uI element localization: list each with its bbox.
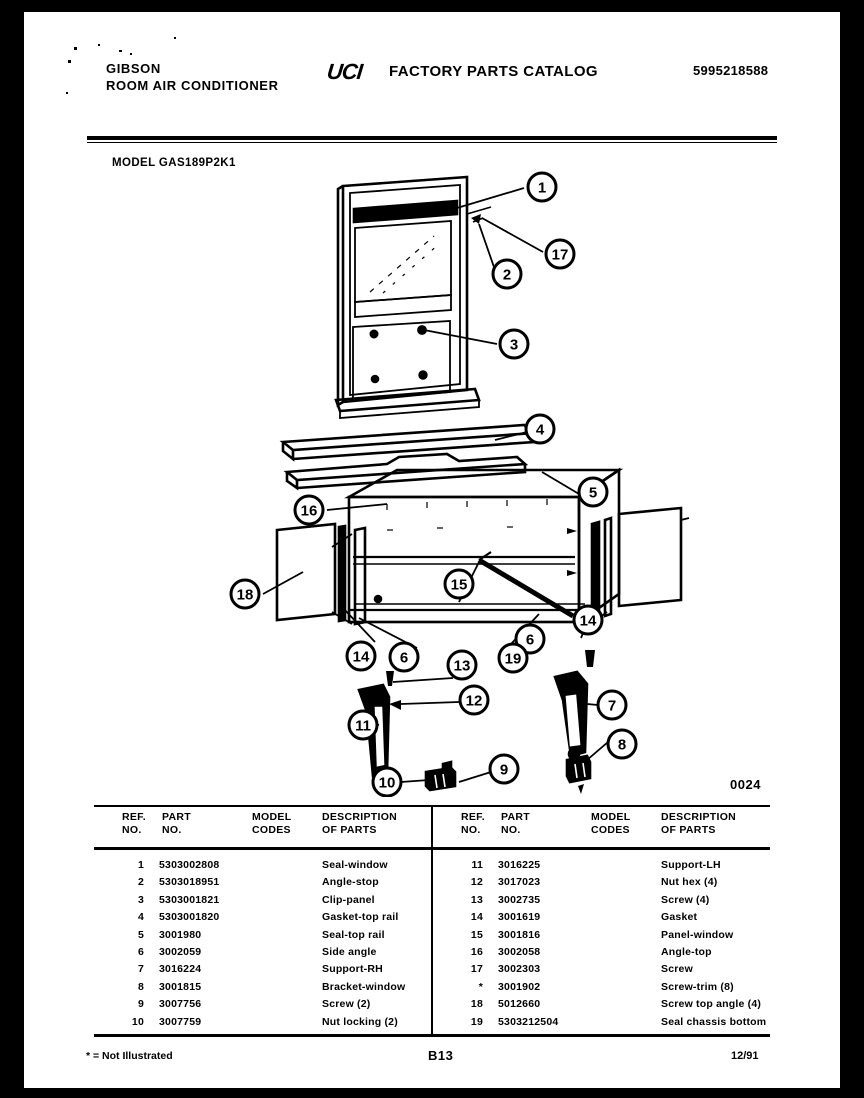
top-rail-graphic xyxy=(283,425,534,488)
cell-ref-no: 12 xyxy=(470,876,483,889)
cell-description: Screw top angle (4) xyxy=(661,998,762,1011)
cell-part-no: 3002058 xyxy=(498,946,541,958)
table-row xyxy=(433,963,770,981)
cell-description: Nut hex (4) xyxy=(661,876,718,889)
cell-part-no: 3002303 xyxy=(498,963,541,976)
callout-label: 9 xyxy=(499,761,509,779)
callout-bubble xyxy=(574,606,602,634)
callout-label: 15 xyxy=(450,576,468,594)
cell-part-no: 5303212504 xyxy=(498,1015,559,1028)
brand-line-1: GIBSON xyxy=(106,61,161,76)
cell-ref-no: 2 xyxy=(137,876,144,889)
cell-ref-no: * xyxy=(478,980,483,993)
cell-part-no: 5303001820 xyxy=(159,911,220,924)
callout-label: 1 xyxy=(537,179,547,197)
cell-description: Seal chassis bottom xyxy=(661,1015,767,1028)
cell-ref-no: 10 xyxy=(131,1015,144,1028)
cell-ref-no: 9 xyxy=(137,998,144,1011)
callout-label: 4 xyxy=(535,421,545,439)
speckle xyxy=(68,60,71,63)
table-left-column xyxy=(94,805,431,1037)
cell-part-no: 5012660 xyxy=(498,998,541,1011)
cell-part-no: 3002735 xyxy=(498,893,541,906)
brand-heading xyxy=(106,60,279,94)
callout-bubble xyxy=(579,478,607,506)
cell-ref-no: 8 xyxy=(137,980,144,993)
cell-ref-no: 1 xyxy=(137,859,144,871)
callout-bubble xyxy=(608,730,636,758)
cell-part-no: 3016224 xyxy=(159,963,202,976)
leader-lines xyxy=(263,188,608,782)
cell-description: Nut locking (2) xyxy=(322,1015,398,1028)
cell-ref-no: 13 xyxy=(470,893,483,906)
page-number: B13 xyxy=(428,1048,454,1063)
cell-part-no: 5303001821 xyxy=(159,893,220,906)
cell-description: Screw xyxy=(661,963,693,976)
cell-part-no: 3002059 xyxy=(159,946,202,958)
callout-bubble xyxy=(490,755,518,783)
callout-label: 14 xyxy=(579,612,597,630)
cell-part-no: 3007756 xyxy=(159,998,202,1011)
callout-bubble xyxy=(231,580,259,608)
window-assembly-graphic xyxy=(336,177,479,418)
cell-ref-no: 6 xyxy=(137,946,144,958)
cell-part-no: 3001815 xyxy=(159,980,202,993)
callout-bubble xyxy=(499,644,527,672)
speckle xyxy=(119,50,122,52)
header-description: DESCRIPTION OF PARTS xyxy=(661,811,737,836)
cell-ref-no: 17 xyxy=(470,963,483,976)
catalog-page xyxy=(24,12,840,1088)
callout-bubble xyxy=(493,260,521,288)
header-model-codes: MODEL CODES xyxy=(591,811,631,836)
table-row xyxy=(433,859,770,877)
callout-bubble xyxy=(526,415,554,443)
header-ref-no: REF. NO. xyxy=(122,811,146,836)
cell-description: Panel-window xyxy=(661,928,734,941)
table-row xyxy=(94,963,431,981)
table-row xyxy=(433,1016,770,1034)
cell-ref-no: 16 xyxy=(470,946,483,958)
header-description: DESCRIPTION OF PARTS xyxy=(322,811,398,836)
callout-label: 18 xyxy=(236,586,254,604)
uci-logo: UCI xyxy=(325,59,364,84)
cell-description: Seal-top rail xyxy=(322,928,385,941)
cell-ref-no: 18 xyxy=(470,998,483,1011)
table-row xyxy=(94,929,431,947)
callout-label: 16 xyxy=(300,502,318,520)
cell-description: Side angle xyxy=(322,946,377,958)
cell-part-no: 3007759 xyxy=(159,1015,202,1028)
callout-bubble xyxy=(500,330,528,358)
callout-bubble xyxy=(448,651,476,679)
callout-bubble xyxy=(390,643,418,671)
cell-ref-no: 19 xyxy=(470,1015,483,1028)
cell-ref-no: 15 xyxy=(470,928,483,941)
callout-label: 5 xyxy=(588,484,598,502)
callout-bubble xyxy=(445,570,473,598)
table-row xyxy=(94,981,431,999)
cell-description: Gasket-top rail xyxy=(322,911,399,924)
callout-bubble xyxy=(373,768,401,796)
speckle xyxy=(74,47,77,50)
table-row xyxy=(433,998,770,1016)
cell-ref-no: 4 xyxy=(137,911,144,924)
brand-line-2: ROOM AIR CONDITIONER xyxy=(106,78,279,93)
table-right-column xyxy=(433,805,770,1037)
speckle xyxy=(174,37,176,39)
table-row xyxy=(433,929,770,947)
header-rule xyxy=(87,136,777,140)
cell-description: Angle-top xyxy=(661,946,712,958)
header-part-no: PART NO. xyxy=(501,811,531,836)
header-part-no: PART NO. xyxy=(162,811,192,836)
callout-label: 3 xyxy=(509,336,519,354)
speckle xyxy=(66,92,68,94)
support-rh-graphic xyxy=(555,650,595,756)
cell-part-no: 3001619 xyxy=(498,911,541,924)
table-row xyxy=(94,946,431,964)
table-row xyxy=(433,911,770,929)
speckle xyxy=(98,44,100,46)
cell-description: Support-LH xyxy=(661,859,721,871)
cell-ref-no: 7 xyxy=(137,963,144,976)
callout-label: 6 xyxy=(525,631,535,649)
parts-table xyxy=(94,805,770,1037)
callout-label: 8 xyxy=(617,736,627,754)
table-row xyxy=(433,894,770,912)
callout-bubble xyxy=(349,711,377,739)
callout-bubble xyxy=(598,691,626,719)
callout-label: 6 xyxy=(399,649,409,667)
table-row xyxy=(94,998,431,1016)
model-label: MODEL GAS189P2K1 xyxy=(112,157,236,169)
cell-description: Screw-trim (8) xyxy=(661,980,734,993)
cell-part-no: 3001816 xyxy=(498,928,541,941)
diagram-svg xyxy=(87,152,777,797)
cell-description: Bracket-window xyxy=(322,980,406,993)
table-row xyxy=(94,876,431,894)
catalog-title: FACTORY PARTS CATALOG xyxy=(389,63,598,80)
table-row xyxy=(433,946,770,964)
catalog-number: 5995218588 xyxy=(693,63,769,78)
header-ref-no: REF. NO. xyxy=(461,811,485,836)
callout-label: 12 xyxy=(465,692,483,710)
cell-description: Seal-window xyxy=(322,859,388,871)
cell-ref-no: 5 xyxy=(137,928,144,941)
cell-description: Gasket xyxy=(661,911,698,924)
table-row xyxy=(94,1016,431,1034)
exploded-parts-diagram xyxy=(87,152,777,797)
footnote-not-illustrated: * = Not Illustrated xyxy=(86,1050,173,1062)
callout-label: 2 xyxy=(502,266,512,284)
callout-label: 11 xyxy=(355,717,371,735)
header-model-codes: MODEL CODES xyxy=(252,811,292,836)
callout-label: 7 xyxy=(607,697,617,715)
callout-bubble xyxy=(546,240,574,268)
cell-description: Screw (2) xyxy=(322,998,371,1011)
table-row xyxy=(433,981,770,999)
cell-ref-no: 3 xyxy=(137,893,144,906)
callout-label: 13 xyxy=(453,657,471,675)
cell-ref-no: 11 xyxy=(471,859,483,871)
cell-description: Support-RH xyxy=(322,963,383,976)
cell-description: Angle-stop xyxy=(322,876,379,889)
header-rule-thin xyxy=(87,142,777,143)
callout-bubble xyxy=(295,496,323,524)
callout-label: 19 xyxy=(504,650,522,668)
callout-label: 14 xyxy=(352,648,370,666)
table-row xyxy=(433,876,770,894)
callout-bubble xyxy=(460,686,488,714)
callout-label: 10 xyxy=(378,774,396,792)
cell-part-no: 3001980 xyxy=(159,928,202,941)
table-row xyxy=(94,894,431,912)
cell-part-no: 5303002808 xyxy=(159,859,220,871)
callout-bubble xyxy=(347,642,375,670)
cell-description: Clip-panel xyxy=(322,893,375,906)
figure-number: 0024 xyxy=(730,777,761,792)
publication-date: 12/91 xyxy=(731,1050,759,1062)
cell-part-no: 5303018951 xyxy=(159,876,220,889)
cell-part-no: 3016225 xyxy=(498,859,541,871)
callout-label: 17 xyxy=(551,246,569,264)
cell-description: Screw (4) xyxy=(661,893,710,906)
cell-ref-no: 14 xyxy=(470,911,483,924)
table-row xyxy=(94,859,431,877)
speckle xyxy=(130,53,132,55)
cell-part-no: 3017023 xyxy=(498,876,541,889)
cell-part-no: 3001902 xyxy=(498,980,541,993)
table-row xyxy=(94,911,431,929)
callout-bubble xyxy=(528,173,556,201)
side-gasket-graphic xyxy=(277,508,689,624)
